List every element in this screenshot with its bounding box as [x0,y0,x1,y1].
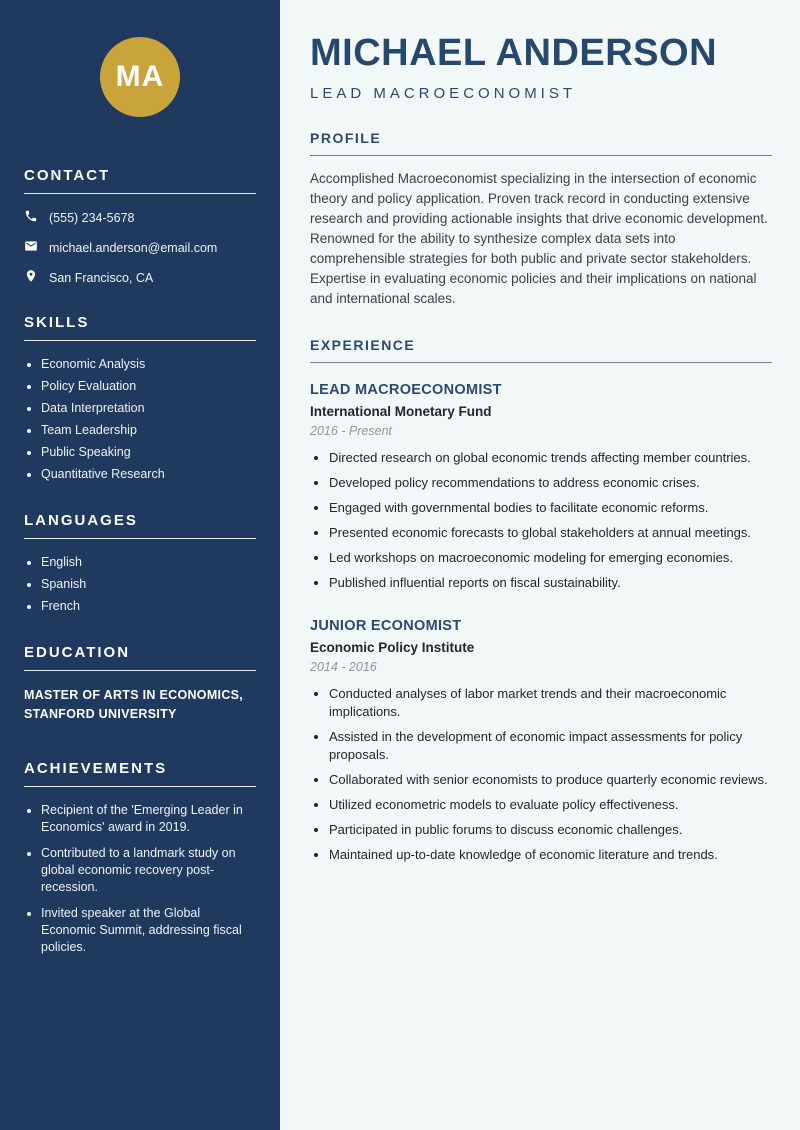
skills-heading: SKILLS [24,314,90,331]
contact-heading: CONTACT [24,167,111,184]
skill-item: • Policy Evaluation [41,378,256,394]
job-bullets [310,449,772,592]
contact-phone-row [24,209,256,226]
section-divider [24,193,256,194]
education-heading: EDUCATION [24,644,131,661]
person-name: MICHAEL ANDERSON [310,32,718,74]
job-bullet: • Published influential reports on fiscal sustainability. [329,574,772,592]
section-divider [24,538,256,539]
sidebar [0,0,280,1130]
skill-item: • Economic Analysis [41,356,256,372]
job-bullet: • Maintained up-to-date knowledge of economic literature and trends. [329,846,772,864]
location-icon [24,269,38,286]
job-bullet: • Engaged with governmental bodies to facilitate economic reforms. [329,499,772,517]
job-bullet: • Assisted in the development of economic impact assessments for policy proposals. [329,728,772,764]
languages-section [24,512,256,614]
person-title: LEAD MACROECONOMIST [310,85,577,102]
job-bullet: • Conducted analyses of labor market trends and their macroeconomic implications. [329,685,772,721]
job-role: JUNIOR ECONOMIST [310,618,462,634]
job-role: LEAD MACROECONOMIST [310,382,502,398]
section-divider [24,786,256,787]
job-bullet: • Participated in public forums to discuss economic challenges. [329,821,772,839]
phone-value: (555) 234-5678 [49,210,135,225]
skill-item: • Quantitative Research [41,466,256,482]
avatar-initials: MA [115,60,165,93]
education-section [24,644,256,724]
experience-heading: EXPERIENCE [310,337,772,363]
main-content [280,0,800,1130]
skills-list [24,356,256,482]
language-item: • English [41,554,256,570]
profile-heading: PROFILE [310,130,772,156]
achievement-item: • Recipient of the 'Emerging Leader in Economics' award in 2019. [41,802,256,836]
job-entry [310,618,772,864]
job-bullet: • Utilized econometric models to evaluate policy effectiveness. [329,796,772,814]
achievements-heading: ACHIEVEMENTS [24,760,168,777]
section-divider [24,670,256,671]
achievements-list [24,802,256,956]
email-value: michael.anderson@email.com [49,240,218,255]
language-item: • Spanish [41,576,256,592]
phone-icon [24,209,38,226]
section-divider [24,340,256,341]
email-icon [24,239,38,256]
job-entry [310,382,772,592]
contact-email-row [24,239,256,256]
job-company: Economic Policy Institute [310,640,475,655]
job-bullet: • Led workshops on macroeconomic modeling for emerging economies. [329,549,772,567]
languages-heading: LANGUAGES [24,512,138,529]
education-degree: MASTER OF ARTS IN ECONOMICS, STANFORD UNIVERSITY [24,688,244,721]
job-bullet: • Presented economic forecasts to global stakeholders at annual meetings. [329,524,772,542]
job-company: International Monetary Fund [310,404,492,419]
skill-item: • Data Interpretation [41,400,256,416]
job-dates: 2016 - Present [310,424,392,438]
location-value: San Francisco, CA [49,270,154,285]
profile-text: Accomplished Macroeconomist specializing in the intersection of economic theory and policy application. Proven track record in conducting extensive research and providing actionable insights that drive economic development. Renowned for the ability to synthesize complex data sets into comprehensible strategies for both public and private sector stakeholders. Expertise in evaluating economic policies and their implications on national and international scales. [310,171,768,306]
skills-section [24,314,256,482]
achievements-section [24,760,256,956]
skill-item: • Public Speaking [41,444,256,460]
skill-item: • Team Leadership [41,422,256,438]
job-bullets [310,685,772,864]
achievement-item: • Invited speaker at the Global Economic Summit, addressing fiscal policies. [41,905,256,956]
job-dates: 2014 - 2016 [310,660,377,674]
languages-list [24,554,256,614]
language-item: • French [41,598,256,614]
experience-section [310,337,772,864]
contact-location-row [24,269,256,286]
contact-section [24,167,256,286]
job-bullet: • Directed research on global economic trends affecting member countries. [329,449,772,467]
job-bullet: • Collaborated with senior economists to produce quarterly economic reviews. [329,771,772,789]
job-bullet: • Developed policy recommendations to address economic crises. [329,474,772,492]
avatar [100,37,180,117]
profile-section [310,130,772,309]
achievement-item: • Contributed to a landmark study on global economic recovery post-recession. [41,845,256,896]
